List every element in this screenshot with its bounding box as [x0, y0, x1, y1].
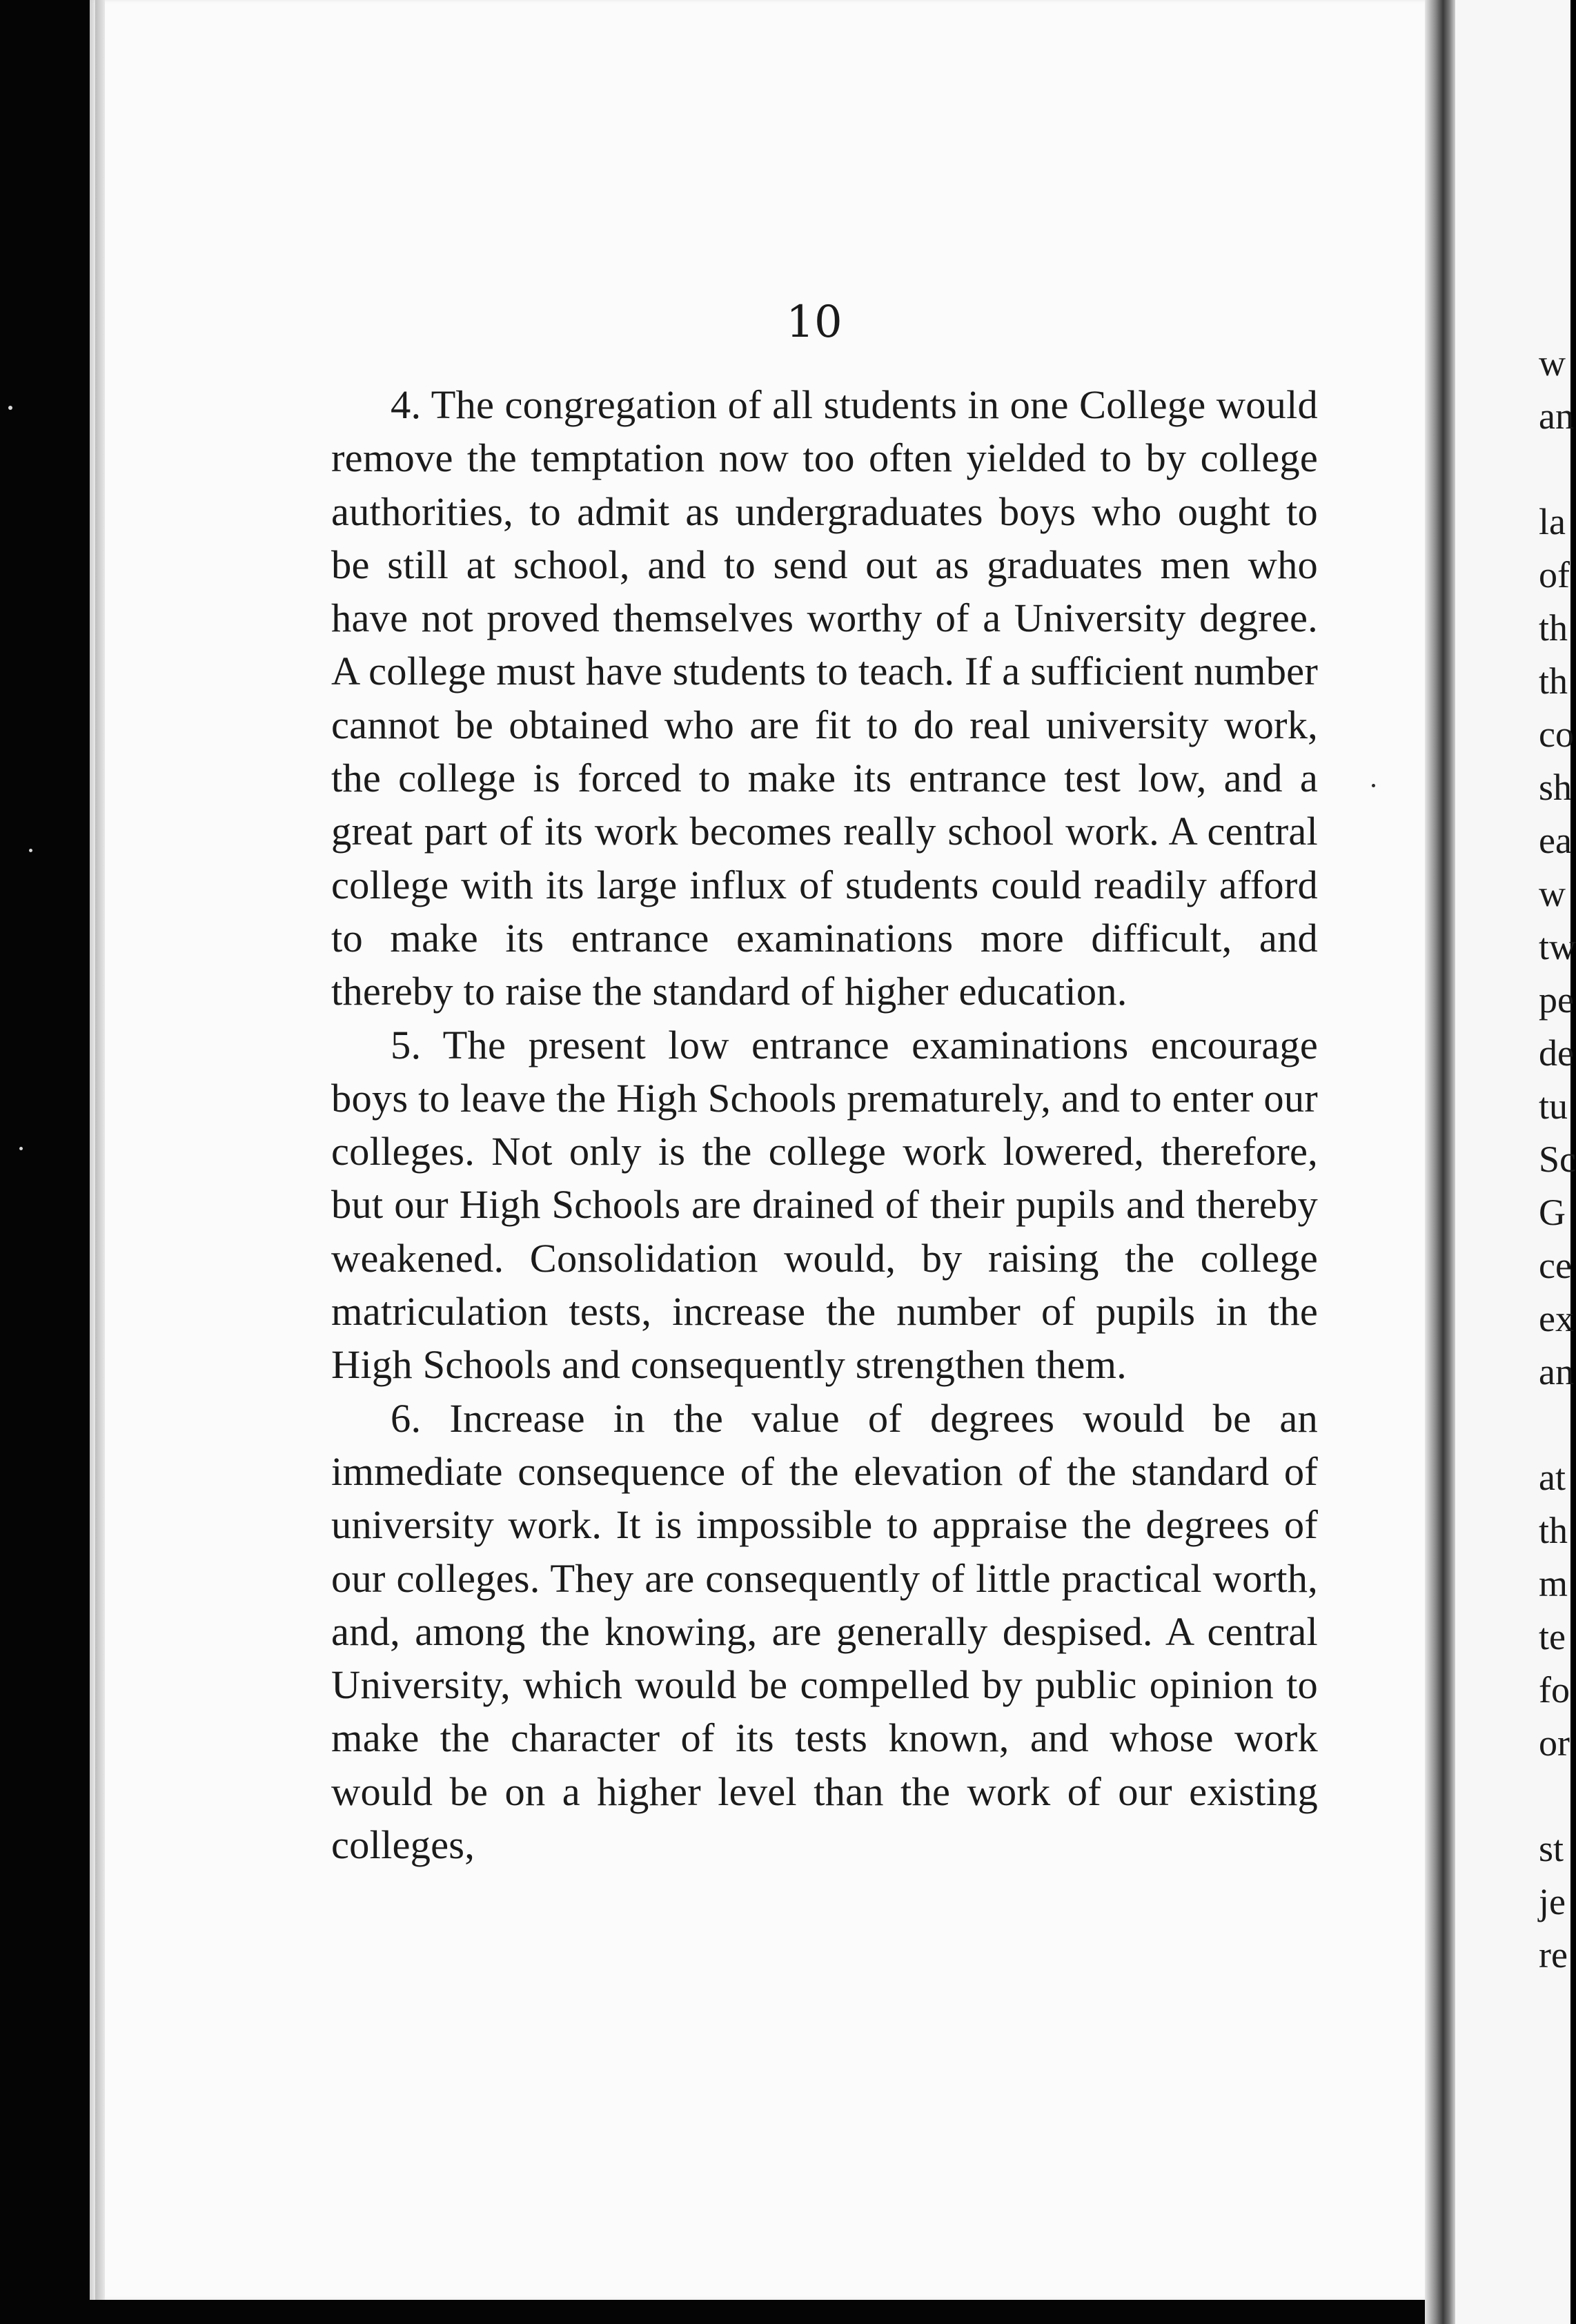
facing-fragment: ce	[1539, 1245, 1572, 1286]
speck	[8, 406, 12, 410]
facing-fragment: w	[1539, 342, 1566, 384]
paragraph-4: 4. The congregation of all students in one College would remove the temptation now too often yielded to by college authorities, to admit as undergraduates boys who ought to be still at school, and to send out as graduates men who have not proved themselves worthy of a University degree. A college must have students to teach. If a sufficient number cannot be obtained who are fit to do real university work, the college is forced to make its entrance test low, and a great part of its work becomes really school work. A central college with its large influx of students could readily afford to make its entrance examinations more difficult, and thereby to raise the standard of higher education.	[331, 382, 1318, 1014]
facing-fragment: G	[1539, 1192, 1566, 1233]
facing-fragment: re	[1539, 1934, 1568, 1976]
facing-fragment: je	[1539, 1881, 1566, 1922]
facing-fragment: st	[1539, 1828, 1564, 1869]
page-body	[331, 378, 1318, 1871]
page-number: 10	[786, 297, 843, 348]
facing-fragment: tu	[1539, 1085, 1568, 1127]
book-gutter	[1425, 0, 1455, 2324]
facing-fragment: sh	[1539, 767, 1573, 808]
speck	[29, 849, 32, 852]
facing-fragment: of	[1539, 554, 1570, 595]
facing-fragment: ea	[1539, 820, 1572, 861]
facing-fragment: w	[1539, 873, 1566, 914]
facing-fragment: Sc	[1539, 1139, 1576, 1180]
paragraph-5: 5. The present low entrance examinations encourage boys to leave the High Schools prematurely, and to enter our colleges. Not only is the college work lowered, therefore, but our High Schools are drained of their pupils and thereby weakened. Consolidation would, by raising the college matriculation tests, increase the number of pupils in the High Schools and consequently strengthen them.	[331, 1022, 1318, 1388]
paragraph-6: 6. Increase in the value of degrees would be an immediate consequence of the elevation of the standard of university work. It is impossible to appraise the degrees of our colleges. They are consequently of little practical worth, and, among the knowing, are generally despised. A central University, which would be compelled by public opinion to make the character of its tests known, and whose work would be on a higher level than the work of our existing colleges,	[331, 1395, 1318, 1868]
facing-fragment: an	[1539, 395, 1574, 437]
speck	[19, 1147, 23, 1150]
facing-fragment: at	[1539, 1457, 1566, 1498]
facing-fragment: an	[1539, 1351, 1574, 1392]
facing-fragment: th	[1539, 607, 1568, 649]
facing-fragment: tw	[1539, 926, 1576, 967]
facing-fragment: fo	[1539, 1669, 1570, 1711]
facing-fragment: te	[1539, 1616, 1566, 1657]
facing-fragment: or	[1539, 1722, 1570, 1764]
speck	[1372, 784, 1375, 787]
left-page-edge	[95, 0, 105, 2300]
facing-fragment: de	[1539, 1032, 1574, 1074]
facing-page-text	[1533, 0, 1576, 2324]
facing-fragment: pe	[1539, 979, 1574, 1021]
facing-fragment: co	[1539, 713, 1574, 755]
facing-fragment: m	[1539, 1563, 1568, 1604]
facing-fragment: th	[1539, 660, 1568, 702]
facing-fragment: la	[1539, 501, 1566, 542]
facing-fragment: ex	[1539, 1298, 1574, 1339]
facing-fragment: th	[1539, 1510, 1568, 1551]
